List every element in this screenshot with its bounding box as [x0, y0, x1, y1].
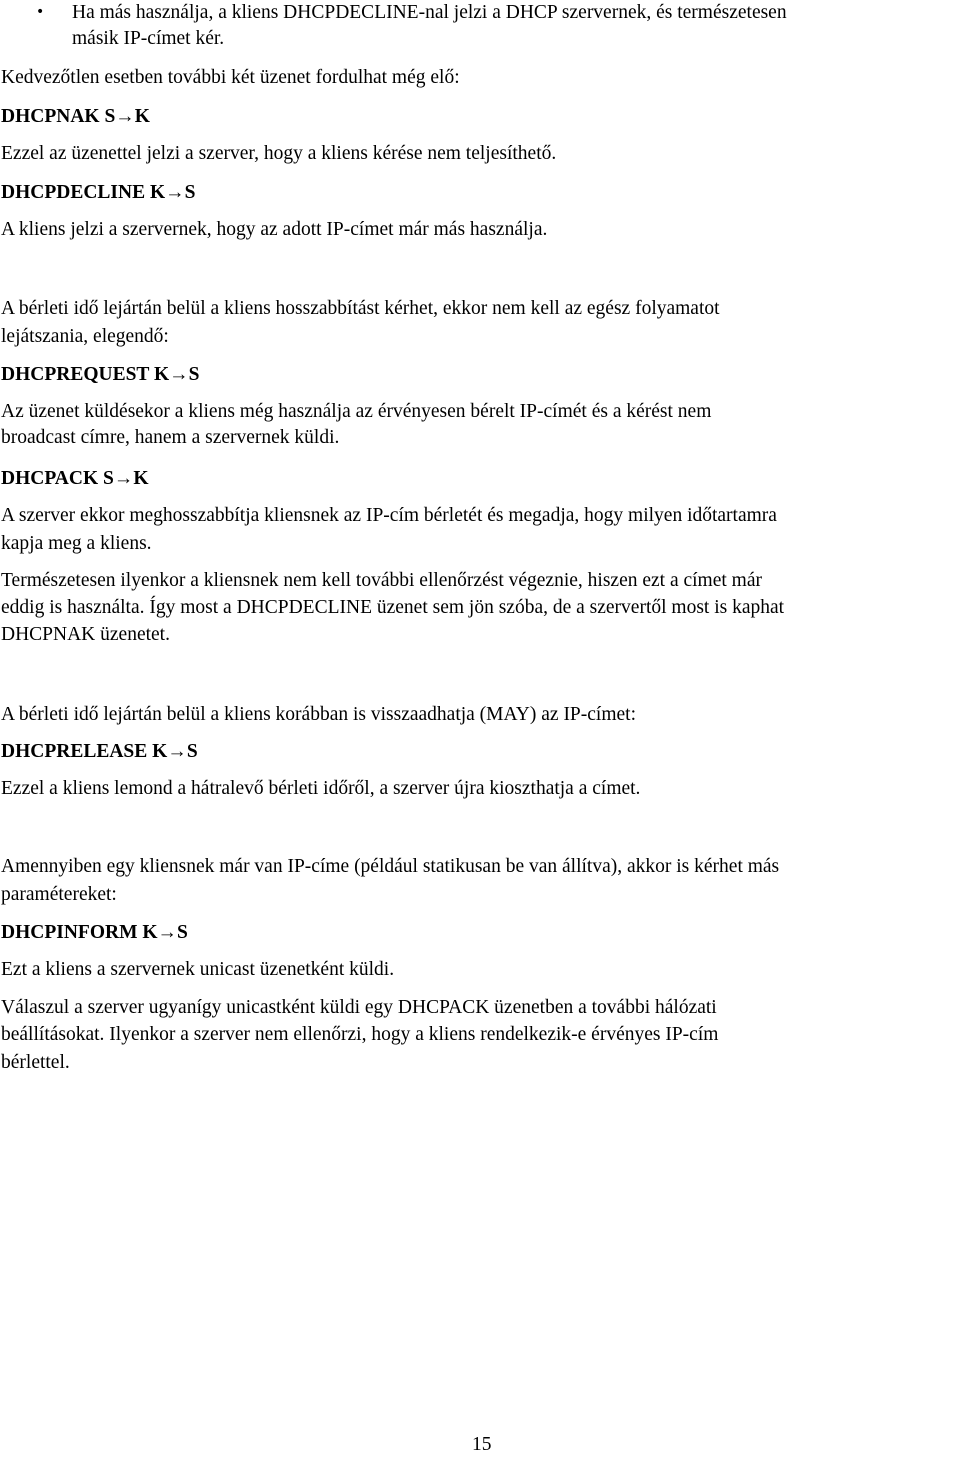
paragraph-unfavorable: Kedvezőtlen esetben további két üzenet fordulhat még elő:	[1, 67, 460, 88]
paragraph-ack-line-2: kapja meg a kliens.	[1, 533, 152, 554]
bullet-marker: •	[36, 4, 45, 20]
paragraph-inform-reply-line-2: beállításokat. Ilyenkor a szerver nem ellenőrzi, hogy a kliens rendelkezik-e érvényes IP-cím	[1, 1024, 719, 1045]
paragraph-dhcpnak: Ezzel az üzenettel jelzi a szerver, hogy a kliens kérése nem teljesíthető.	[1, 143, 557, 164]
bullet-text-line-2: másik IP-címet kér.	[72, 28, 225, 49]
message-heading-dhcpinform: DHCPINFORM K→S	[1, 922, 188, 943]
page-number: 15	[472, 1434, 492, 1455]
paragraph-request-line-2: broadcast címre, hanem a szervernek küldi.	[1, 427, 340, 448]
paragraph-release: Ezzel a kliens lemond a hátralevő bérleti időről, a szerver újra kioszthatja a címet.	[1, 778, 641, 799]
paragraph-natural-line-2: eddig is használta. Így most a DHCPDECLINE üzenet sem jön szóba, de a szervertől most is kaphat	[1, 597, 785, 618]
message-heading-dhcpdecline: DHCPDECLINE K→S	[1, 182, 196, 203]
paragraph-inform-intro-line-1: Amennyiben egy kliensnek már van IP-címe (például statikusan be van állítva), akkor is kérhet más	[1, 856, 780, 877]
paragraph-inform-intro-line-2: paramétereket:	[1, 884, 117, 905]
message-heading-dhcprequest: DHCPREQUEST K→S	[1, 364, 200, 385]
paragraph-renew-line-1: A bérleti idő lejártán belül a kliens hosszabbítást kérhet, ekkor nem kell az egész folyamatot	[1, 298, 720, 319]
paragraph-natural-line-1: Természetesen ilyenkor a kliensnek nem kell további ellenőrzést végeznie, hiszen ezt a címet már	[1, 570, 762, 591]
paragraph-inform-reply-line-1: Válaszul a szerver ugyanígy unicastként küldi egy DHCPACK üzenetben a további hálózati	[1, 997, 717, 1018]
paragraph-renew-line-2: lejátszania, elegendő:	[1, 326, 169, 347]
paragraph-ack-line-1: A szerver ekkor meghosszabbítja kliensnek az IP-cím bérletét és megadja, hogy milyen időtartamra	[1, 505, 777, 526]
bullet-text-line-1: Ha más használja, a kliens DHCPDECLINE-nal jelzi a DHCP szervernek, és természetesen	[72, 2, 787, 23]
paragraph-request-line-1: Az üzenet küldésekor a kliens még használja az érvényesen bérelt IP-címét és a kérést nem	[1, 401, 712, 422]
message-heading-dhcpack: DHCPACK S→K	[1, 468, 149, 489]
message-heading-dhcprelease: DHCPRELEASE K→S	[1, 741, 198, 762]
paragraph-release-intro: A bérleti idő lejártán belül a kliens korábban is visszaadhatja (MAY) az IP-címet:	[1, 704, 637, 725]
paragraph-dhcpdecline: A kliens jelzi a szervernek, hogy az adott IP-címet már más használja.	[1, 219, 548, 240]
message-heading-dhcpnak: DHCPNAK S→K	[1, 106, 150, 127]
paragraph-inform: Ezt a kliens a szervernek unicast üzenetként küldi.	[1, 959, 395, 980]
paragraph-inform-reply-line-3: bérlettel.	[1, 1052, 70, 1073]
paragraph-natural-line-3: DHCPNAK üzenetet.	[1, 624, 170, 645]
